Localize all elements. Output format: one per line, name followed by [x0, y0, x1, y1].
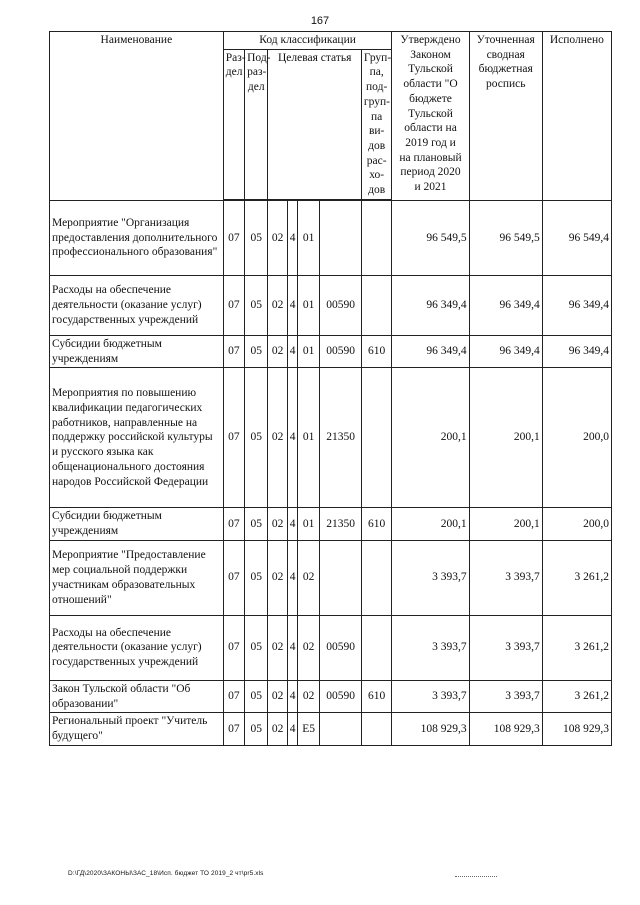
row-section: 07 — [223, 368, 244, 508]
row-target-part4: 00590 — [320, 615, 362, 680]
row-section: 07 — [223, 713, 244, 745]
row-approved: 3 393,7 — [392, 680, 469, 712]
row-target-part2: 4 — [287, 508, 297, 540]
row-section: 07 — [223, 540, 244, 615]
row-subsection: 05 — [245, 615, 268, 680]
row-expense-group — [361, 540, 392, 615]
row-target-part2: 4 — [287, 680, 297, 712]
row-target-part4 — [320, 200, 362, 275]
row-executed: 96 349,4 — [542, 335, 611, 367]
row-subsection: 05 — [245, 540, 268, 615]
row-target-part3: 01 — [297, 368, 319, 508]
header-executed: Исполнено — [542, 32, 611, 201]
row-target-part4 — [320, 713, 362, 745]
row-target-part1: 02 — [268, 540, 287, 615]
row-approved: 96 549,5 — [392, 200, 469, 275]
header-approved — [392, 32, 469, 201]
row-refined: 200,1 — [469, 368, 542, 508]
file-path-footer: D:\ГД\2020\ЗАКОНЫ\ЗАС_18\Исп. бюджет ТО 2019_2 чт\pr5.xls — [68, 870, 264, 877]
row-subsection: 05 — [245, 275, 268, 335]
row-target-part1: 02 — [268, 368, 287, 508]
row-target-part1: 02 — [268, 508, 287, 540]
row-name: Региональный проект "Учитель будущего" — [50, 713, 224, 745]
row-target-part3: 02 — [297, 680, 319, 712]
row-target-part1: 02 — [268, 713, 287, 745]
row-name: Мероприятие "Организация предоставления дополнительного профессионального образования" — [50, 200, 224, 275]
row-target-part1: 02 — [268, 275, 287, 335]
row-refined: 200,1 — [469, 508, 542, 540]
row-refined: 3 393,7 — [469, 680, 542, 712]
table-row — [50, 335, 612, 367]
budget-execution-table — [49, 31, 612, 746]
row-refined: 3 393,7 — [469, 615, 542, 680]
row-expense-group: 610 — [361, 680, 392, 712]
row-target-part4: 00590 — [320, 275, 362, 335]
row-expense-group — [361, 275, 392, 335]
row-target-part4: 21350 — [320, 508, 362, 540]
row-approved: 3 393,7 — [392, 540, 469, 615]
row-target-part3: 01 — [297, 275, 319, 335]
header-section-text: Раз- дел — [225, 51, 246, 79]
header-name: Наименование — [50, 32, 224, 201]
row-expense-group: 610 — [361, 335, 392, 367]
row-target-part2: 4 — [287, 200, 297, 275]
row-target-part1: 02 — [268, 335, 287, 367]
table-row — [50, 680, 612, 712]
header-subsection — [245, 49, 271, 199]
row-expense-group: 610 — [361, 508, 392, 540]
header-expense-group — [361, 49, 392, 199]
row-name: Субсидии бюджетным учреждениям — [50, 335, 224, 367]
row-executed: 3 261,2 — [542, 615, 611, 680]
row-target-part2: 4 — [287, 540, 297, 615]
row-subsection: 05 — [245, 680, 268, 712]
row-section: 07 — [223, 275, 244, 335]
row-target-part1: 02 — [268, 200, 287, 275]
row-expense-group — [361, 615, 392, 680]
row-target-part1: 02 — [268, 680, 287, 712]
table-row — [50, 275, 612, 335]
page-number: 167 — [310, 15, 330, 27]
row-target-part3: E5 — [297, 713, 319, 745]
row-section: 07 — [223, 508, 244, 540]
row-refined: 96 349,4 — [469, 275, 542, 335]
row-refined: 96 549,5 — [469, 200, 542, 275]
table-row — [50, 540, 612, 615]
header-subsection-text: Под- раз- дел — [247, 51, 271, 94]
row-target-part2: 4 — [287, 335, 297, 367]
row-expense-group — [361, 200, 392, 275]
table-row — [50, 508, 612, 540]
row-subsection: 05 — [245, 508, 268, 540]
row-executed: 96 349,4 — [542, 275, 611, 335]
row-executed: 108 929,3 — [542, 713, 611, 745]
row-target-part2: 4 — [287, 275, 297, 335]
row-target-part3: 02 — [297, 615, 319, 680]
row-section: 07 — [223, 680, 244, 712]
row-subsection: 05 — [245, 335, 268, 367]
row-refined: 108 929,3 — [469, 713, 542, 745]
row-target-part2: 4 — [287, 615, 297, 680]
row-section: 07 — [223, 200, 244, 275]
row-target-part4: 00590 — [320, 335, 362, 367]
row-subsection: 05 — [245, 200, 268, 275]
row-executed: 96 549,4 — [542, 200, 611, 275]
row-approved: 96 349,4 — [392, 335, 469, 367]
table-body — [50, 200, 612, 745]
row-refined: 3 393,7 — [469, 540, 542, 615]
header-section — [223, 49, 244, 199]
row-executed: 3 261,2 — [542, 540, 611, 615]
row-approved: 200,1 — [392, 368, 469, 508]
row-name: Мероприятие "Предоставление мер социальной поддержки участникам образовательных отношений" — [50, 540, 224, 615]
row-target-part4: 00590 — [320, 680, 362, 712]
header-refined-text: Уточненная сводная бюджетная роспись — [476, 34, 535, 91]
footer-dotted-line — [455, 876, 497, 877]
table-row — [50, 615, 612, 680]
row-target-part2: 4 — [287, 368, 297, 508]
row-target-part3: 01 — [297, 508, 319, 540]
row-target-part1: 02 — [268, 615, 287, 680]
row-executed: 3 261,2 — [542, 680, 611, 712]
row-name: Субсидии бюджетным учреждениям — [50, 508, 224, 540]
row-subsection: 05 — [245, 713, 268, 745]
row-target-part3: 01 — [297, 335, 319, 367]
row-target-part3: 02 — [297, 540, 319, 615]
row-subsection: 05 — [245, 368, 268, 508]
header-classification: Код классификации — [223, 32, 392, 50]
row-expense-group — [361, 368, 392, 508]
row-section: 07 — [223, 335, 244, 367]
row-name: Мероприятия по повышению квалификации педагогических работников, направленные на поддержку российской культуры и русского языка как общенационального достояния народов Российской Федерации — [50, 368, 224, 508]
row-approved: 96 349,4 — [392, 275, 469, 335]
header-target-article: Целевая статья — [268, 49, 361, 199]
row-target-part3: 01 — [297, 200, 319, 275]
table-row — [50, 368, 612, 508]
table-row — [50, 713, 612, 745]
header-expense-group-text: Груп- па, под- груп- па ви- дов рас- хо- дов — [363, 51, 392, 197]
row-target-part4 — [320, 540, 362, 615]
row-approved: 108 929,3 — [392, 713, 469, 745]
row-name: Расходы на обеспечение деятельности (оказание услуг) государственных учреждений — [50, 615, 224, 680]
row-executed: 200,0 — [542, 368, 611, 508]
row-executed: 200,0 — [542, 508, 611, 540]
row-refined: 96 349,4 — [469, 335, 542, 367]
row-target-part4: 21350 — [320, 368, 362, 508]
header-approved-text: Утверждено Законом Тульской области "О бюджете Тульской области на 2019 год и на плановый период 2020 и 2021 — [399, 34, 462, 194]
row-name: Расходы на обеспечение деятельности (оказание услуг) государственных учреждений — [50, 275, 224, 335]
row-approved: 200,1 — [392, 508, 469, 540]
table-row — [50, 200, 612, 275]
row-target-part2: 4 — [287, 713, 297, 745]
row-approved: 3 393,7 — [392, 615, 469, 680]
row-name: Закон Тульской области "Об образовании" — [50, 680, 224, 712]
row-section: 07 — [223, 615, 244, 680]
header-refined — [469, 32, 542, 201]
row-expense-group — [361, 713, 392, 745]
